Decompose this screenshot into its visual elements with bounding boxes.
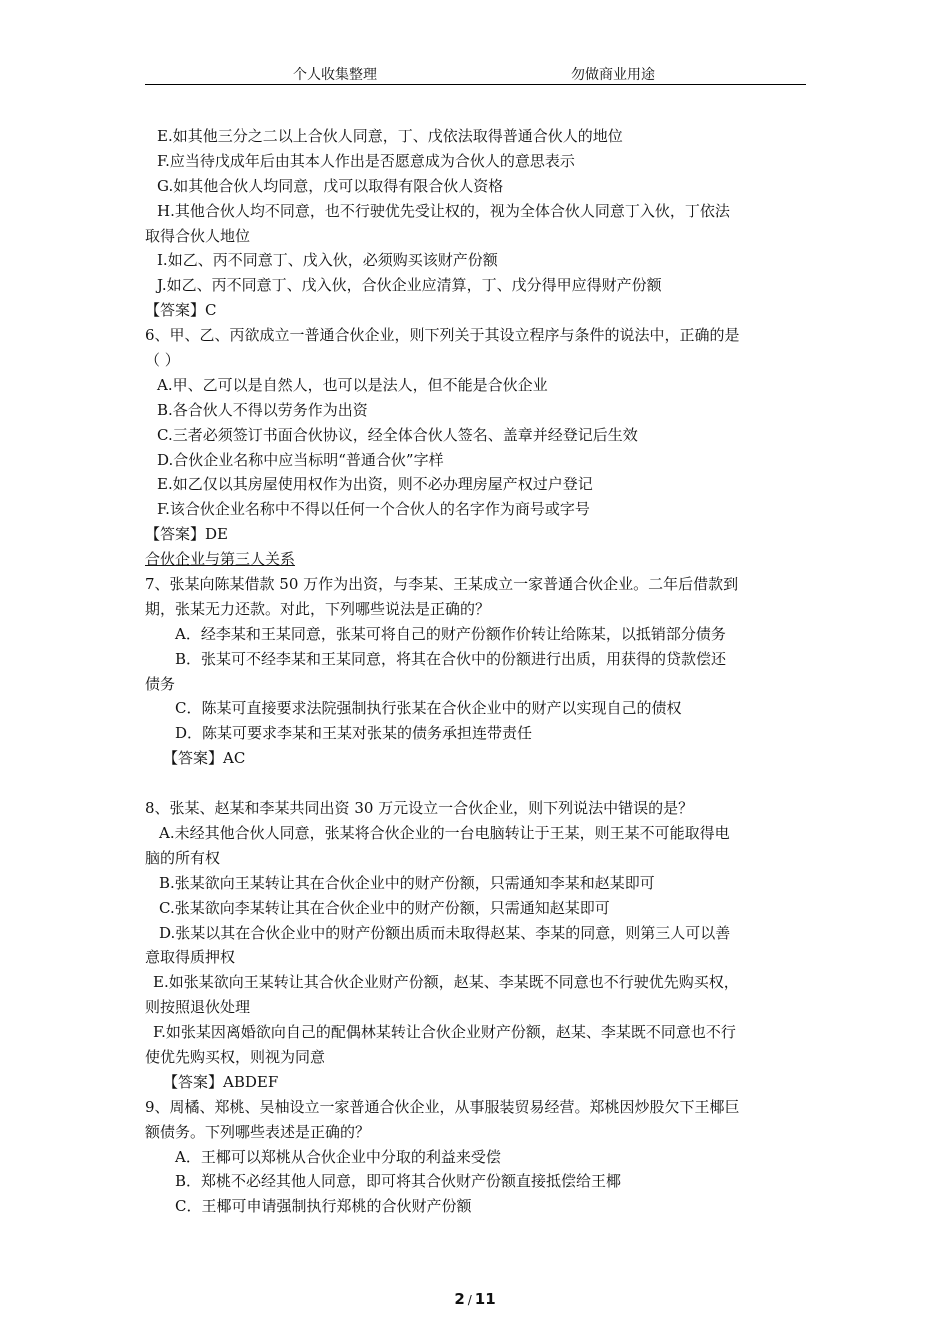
- page-header: [145, 64, 806, 85]
- current-page: 2: [454, 1290, 465, 1308]
- page-number: [0, 1290, 950, 1308]
- q8-option-e-continued: 则按照退伙处理: [145, 998, 251, 1017]
- q6-option-e: E.如乙仅以其房屋使用权作为出资，则不必办理房屋产权过户登记: [157, 475, 593, 494]
- page-separator: /: [467, 1293, 472, 1307]
- header-right-text: 勿做商业用途: [571, 67, 655, 83]
- question-7-continued: 期，张某无力还款。对此，下列哪些说法是正确的？: [145, 599, 491, 618]
- q7-option-d: D．陈某可要求李某和王某对张某的债务承担连带责任: [175, 724, 533, 743]
- q7-option-c: C．陈某可直接要求法院强制执行张某在合伙企业中的财产以实现自己的债权: [175, 699, 682, 718]
- q8-option-f-continued: 使优先购买权，则视为同意: [145, 1047, 326, 1066]
- q6-option-b: B.各合伙人不得以劳务作为出资: [157, 400, 368, 419]
- question-6: 6、甲、乙、丙欲成立一普通合伙企业，则下列关于其设立程序与条件的说法中，正确的是: [145, 326, 740, 345]
- total-pages: 11: [474, 1290, 496, 1308]
- q8-option-b: B.张某欲向王某转让其在合伙企业中的财产份额，只需通知李某和赵某即可: [159, 873, 655, 892]
- question-9: 9、周橘、郑桃、吴柚设立一家普通合伙企业，从事服装贸易经营。郑桃因炒股欠下王椰巨: [145, 1097, 740, 1116]
- q6-option-f: F.该合伙企业名称中不得以任何一个合伙人的名字作为商号或字号: [157, 500, 590, 519]
- option-h-continued: 取得合伙人地位: [145, 226, 251, 245]
- q8-option-c: C.张某欲向李某转让其在合伙企业中的财产份额，只需通知赵某即可: [159, 898, 610, 917]
- q6-option-a: A.甲、乙可以是自然人，也可以是法人，但不能是合伙企业: [157, 375, 548, 394]
- section-heading: 合伙企业与第三人关系: [145, 550, 296, 569]
- answer-q5: 【答案】C: [145, 301, 217, 320]
- q8-option-e: E.如张某欲向王某转让其合伙企业财产份额，赵某、李某既不同意也不行驶优先购买权，: [153, 973, 739, 992]
- option-j: J.如乙、丙不同意丁、戊入伙，合伙企业应清算，丁、戊分得甲应得财产份额: [157, 276, 662, 295]
- option-i: I.如乙、丙不同意丁、戊入伙，必须购买该财产份额: [157, 251, 498, 270]
- question-9-continued: 额债务。下列哪些表述是正确的？: [145, 1122, 371, 1141]
- q8-option-d: D.张某以其在合伙企业中的财产份额出质而未取得赵某、李某的同意，则第三人可以善: [159, 923, 731, 942]
- q7-option-b: B．张某可不经李某和王某同意，将其在合伙中的份额进行出质，用获得的贷款偿还: [175, 649, 727, 668]
- option-h: H.其他合伙人均不同意，也不行驶优先受让权的，视为全体合伙人同意丁入伙，丁依法: [157, 201, 730, 220]
- q8-option-a: A.未经其他合伙人同意，张某将合伙企业的一台电脑转让于王某，则王某不可能取得电: [159, 823, 730, 842]
- q9-option-b: B．郑桃不必经其他人同意，即可将其合伙财产份额直接抵偿给王椰: [175, 1172, 622, 1191]
- answer-q6: 【答案】DE: [145, 525, 228, 544]
- question-6-continued: （ ）: [145, 351, 180, 370]
- q8-option-a-continued: 脑的所有权: [145, 848, 221, 867]
- q9-option-c: C．王椰可申请强制执行郑桃的合伙财产份额: [175, 1197, 472, 1216]
- question-8: 8、张某、赵某和李某共同出资 30 万元设立一合伙企业，则下列说法中错误的是？: [145, 799, 694, 818]
- blank-line: [145, 771, 807, 796]
- option-f: F.应当待戊成年后由其本人作出是否愿意成为合伙人的意思表示: [157, 151, 575, 170]
- document-body: [145, 124, 807, 1219]
- answer-q8: 【答案】ABDEF: [163, 1072, 279, 1091]
- option-e: E.如其他三分之二以上合伙人同意，丁、戊依法取得普通合伙人的地位: [157, 127, 623, 145]
- q8-option-f: F.如张某因离婚欲向自己的配偶林某转让合伙企业财产份额，赵某、李某既不同意也不行: [153, 1023, 736, 1042]
- q6-option-d: D.合伙企业名称中应当标明“普通合伙”字样: [157, 450, 444, 469]
- question-7: 7、张某向陈某借款 50 万作为出资，与李某、王某成立一家普通合伙企业。二年后借款到: [145, 575, 739, 594]
- option-g: G.如其他合伙人均同意，戊可以取得有限合伙人资格: [157, 176, 504, 195]
- q7-option-a: A．经李某和王某同意，张某可将自己的财产份额作价转让给陈某，以抵销部分债务: [175, 624, 726, 643]
- answer-q7: 【答案】AC: [163, 749, 246, 768]
- header-left-text: 个人收集整理: [293, 67, 377, 83]
- q9-option-a: A．王椰可以郑桃从合伙企业中分取的利益来受偿: [175, 1147, 501, 1166]
- q6-option-c: C.三者必须签订书面合伙协议，经全体合伙人签名、盖章并经登记后生效: [157, 425, 638, 444]
- q8-option-d-continued: 意取得质押权: [145, 948, 236, 967]
- q7-option-b-continued: 债务: [145, 674, 176, 693]
